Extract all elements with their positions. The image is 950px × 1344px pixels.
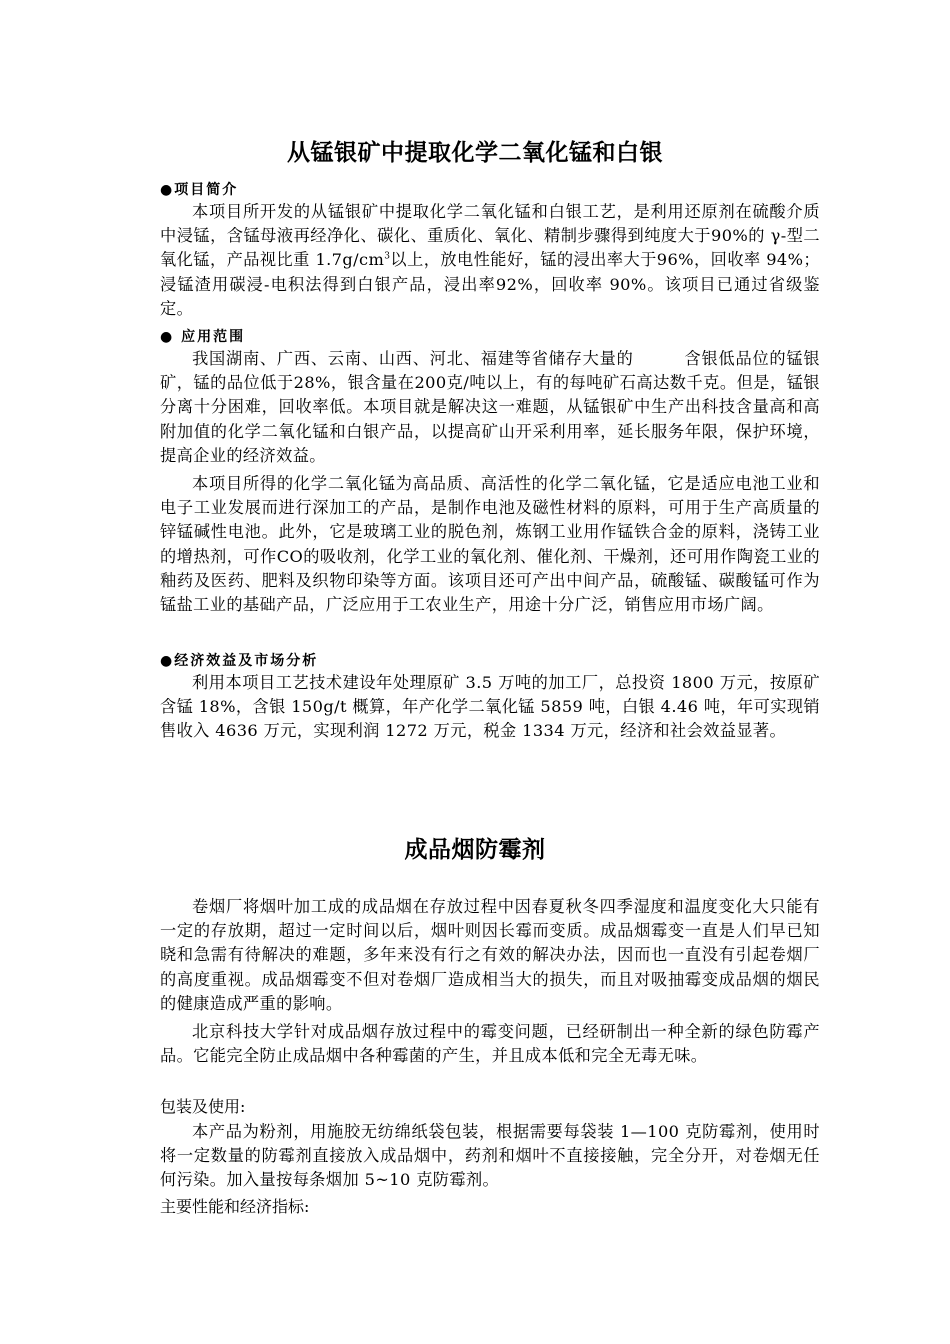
paragraph-packaging: 本产品为粉剂，用施胶无纺绵纸袋包装，根据需要每袋装 1—100 克防霉剂，使用时将一定数量的防霉剂直接放入成品烟中，药剂和烟叶不直接接触，完全分开，对卷烟无任何污染。加入量按每条烟加 5~10 克防霉剂。: [160, 1122, 820, 1190]
section2-title: 成品烟防霉剂: [404, 837, 546, 863]
heading-application-scope: ● 应用范围: [160, 329, 246, 345]
label-packaging-usage: 包装及使用:: [160, 1097, 246, 1116]
label-performance: 主要性能和经济指标:: [160, 1197, 310, 1216]
paragraph-project-intro: [160, 200, 820, 321]
section1-title: 从锰银矿中提取化学二氧化锰和白银: [287, 140, 663, 166]
heading-project-intro: ●项目简介: [160, 182, 239, 198]
intro-superscript: 3: [384, 252, 391, 263]
intro-text-b: 以上，放电性能好，锰的浸出率大于96%，回收率 94%；浸锰渣用碳浸-电积法得到白银产品，浸出率92%，回收率 90%。该项目已通过省级鉴定。: [160, 250, 820, 318]
paragraph-scope-2: 本项目所得的化学二氧化锰为高品质、高活性的化学二氧化锰，它是适应电池工业和电子工业发展而进行深加工的产品，是制作电池及磁性材料的原料，可用于生产高质量的锌锰碱性电池。此外，它是玻璃工业的脱色剂，炼钢工业用作锰铁合金的原料，浇铸工业的增热剂，可作CO的吸收剂，化学工业的氧化剂、催化剂、干燥剂，还可用作陶瓷工业的釉药及医药、肥料及织物印染等方面。该项目还可产出中间产品，硫酸锰、碳酸锰可作为锰盐工业的基础产品，广泛应用于工农业生产，用途十分广泛，销售应用市场广阔。: [160, 474, 820, 615]
paragraph-scope-1: 我国湖南、广西、云南、山西、河北、福建等省储存大量的 含银低品位的锰银矿，锰的品位低于28%，银含量在200克/吨以上，有的每吨矿石高达数千克。但是，锰银分离十分困难，回收率低。本项目就是解决这一难题，从锰银矿中生产出科技含量高和高附加值的化学二氧化锰和白银产品，以提高矿山开采利用率，延长服务年限，保护环境，提高企业的经济效益。: [160, 349, 820, 465]
paragraph-economic: 利用本项目工艺技术建设年处理原矿 3.5 万吨的加工厂，总投资 1800 万元，按原矿含锰 18%，含银 150g/t 概算，年产化学二氧化锰 5859 吨，白银 4.46 吨，年可实现销售收入 4636 万元，实现利润 1272 万元，税金 1334 万元，经济和社会效益显著。: [160, 673, 820, 741]
intro-text-a: 本项目所开发的从锰银矿中提取化学二氧化锰和白银工艺，是利用还原剂在硫酸介质中浸锰，含锰母液再经净化、碳化、重质化、氧化、精制步骤得到纯度大于90%的 γ-型二氧化锰，产品视比重 1.7g/cm: [160, 202, 820, 270]
paragraph-mold-solution: 北京科技大学针对成品烟存放过程中的霉变问题，已经研制出一种全新的绿色防霉产品。它能完全防止成品烟中各种霉菌的产生，并且成本低和完全无毒无味。: [160, 1022, 820, 1066]
paragraph-mold-problem: 卷烟厂将烟叶加工成的成品烟在存放过程中因春夏秋冬四季湿度和温度变化大只能有一定的存放期，超过一定时间以后，烟叶则因长霉而变质。成品烟霉变一直是人们早已知晓和急需有待解决的难题，多年来没有行之有效的解决办法，因而也一直没有引起卷烟厂的高度重视。成品烟霉变不但对卷烟厂造成相当大的损失，而且对吸抽霉变成品烟的烟民的健康造成严重的影响。: [160, 897, 820, 1013]
heading-economic-analysis: ●经济效益及市场分析: [160, 653, 319, 669]
